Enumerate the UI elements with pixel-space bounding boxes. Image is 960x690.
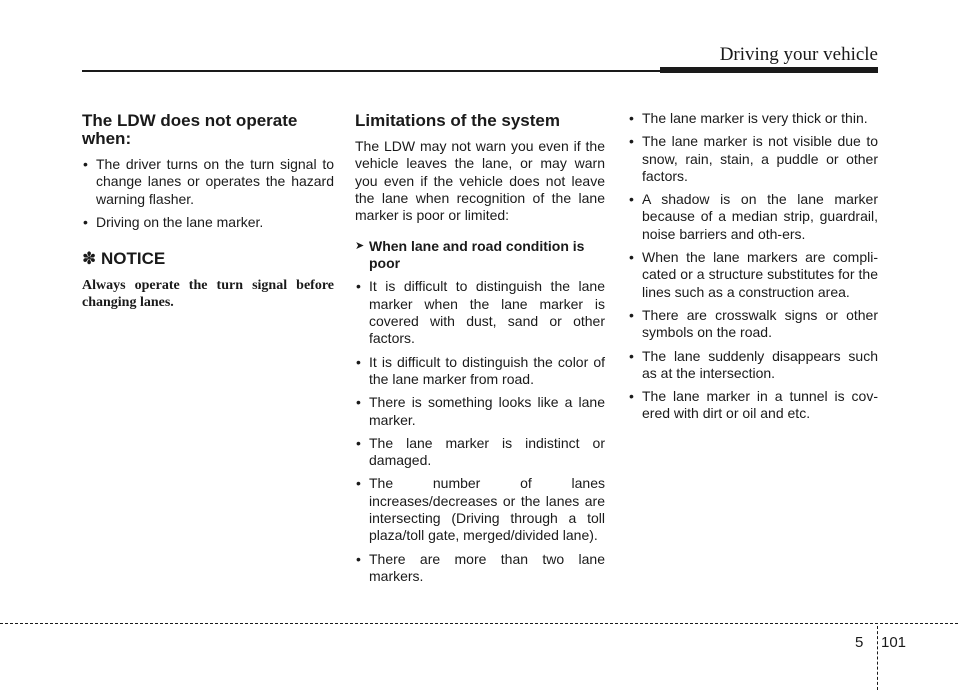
section-header-title: Driving your vehicle xyxy=(719,44,878,65)
header-rule-accent xyxy=(660,67,878,73)
road-condition-list xyxy=(355,278,605,585)
list-item: • The lane marker is very thick or thin. xyxy=(628,110,878,127)
footer-divider xyxy=(877,626,878,690)
list-item: • The lane marker in a tunnel is cov-ered with dirt or oil and etc. xyxy=(628,388,878,423)
chapter-number: 5 xyxy=(855,634,864,651)
notice-text: Always operate the turn signal before changing lanes. xyxy=(82,278,334,311)
list-item: • The lane suddenly disappears such as at the intersection. xyxy=(628,348,878,383)
list-item: • The lane marker is indistinct or damaged. xyxy=(355,435,605,470)
road-condition-subheading xyxy=(355,238,605,272)
column-1 xyxy=(82,110,334,311)
notice-title: NOTICE xyxy=(100,249,166,269)
notice-heading xyxy=(82,249,334,269)
list-item: • Driving on the lane marker. xyxy=(82,214,334,231)
column-3 xyxy=(628,110,878,429)
list-item: • When the lane markers are compli-cated or a structure substitutes for the lines such as a construction area. xyxy=(628,249,878,301)
lane-marker-list xyxy=(628,110,878,423)
list-item: • It is difficult to distinguish the color of the lane marker from road. xyxy=(355,354,605,389)
list-item: • There are more than two lane markers. xyxy=(355,551,605,586)
ldw-not-operate-heading: The LDW does not operate when: xyxy=(82,111,298,148)
footer-rule xyxy=(0,623,958,624)
header-rule xyxy=(82,70,660,72)
subheading-text: When lane and road condition is poor xyxy=(369,238,585,272)
list-item: • The number of lanes increases/decreases or the lanes are intersecting (Driving through a toll plaza/toll gate, merged/divided lane). xyxy=(355,475,605,544)
limitations-intro: The LDW may not warn you even if the vehicle leaves the lane, or may warn you even if the vehicle does not leave the lane when recognition of the lane marker is poor or limited: xyxy=(355,138,605,224)
page-number: 101 xyxy=(881,634,907,651)
list-item: • The driver turns on the turn signal to change lanes or operates the hazard warning flasher. xyxy=(82,156,334,208)
column-2 xyxy=(355,110,605,591)
list-item: • A shadow is on the lane marker because of a median strip, guardrail, noise barriers and oth-ers. xyxy=(628,191,878,243)
notice-icon: ✽ xyxy=(82,249,97,269)
triangle-right-icon: ➤ xyxy=(355,240,365,253)
list-item: • There is something looks like a lane marker. xyxy=(355,394,605,429)
list-item: • The lane marker is not visible due to snow, rain, stain, a puddle or other factors. xyxy=(628,133,878,185)
list-item: • It is difficult to distinguish the lane marker when the lane marker is covered with dust, sand or other factors. xyxy=(355,278,605,347)
limitations-heading: Limitations of the system xyxy=(355,111,560,130)
ldw-not-operate-list xyxy=(82,156,334,231)
list-item: • There are crosswalk signs or other symbols on the road. xyxy=(628,307,878,342)
